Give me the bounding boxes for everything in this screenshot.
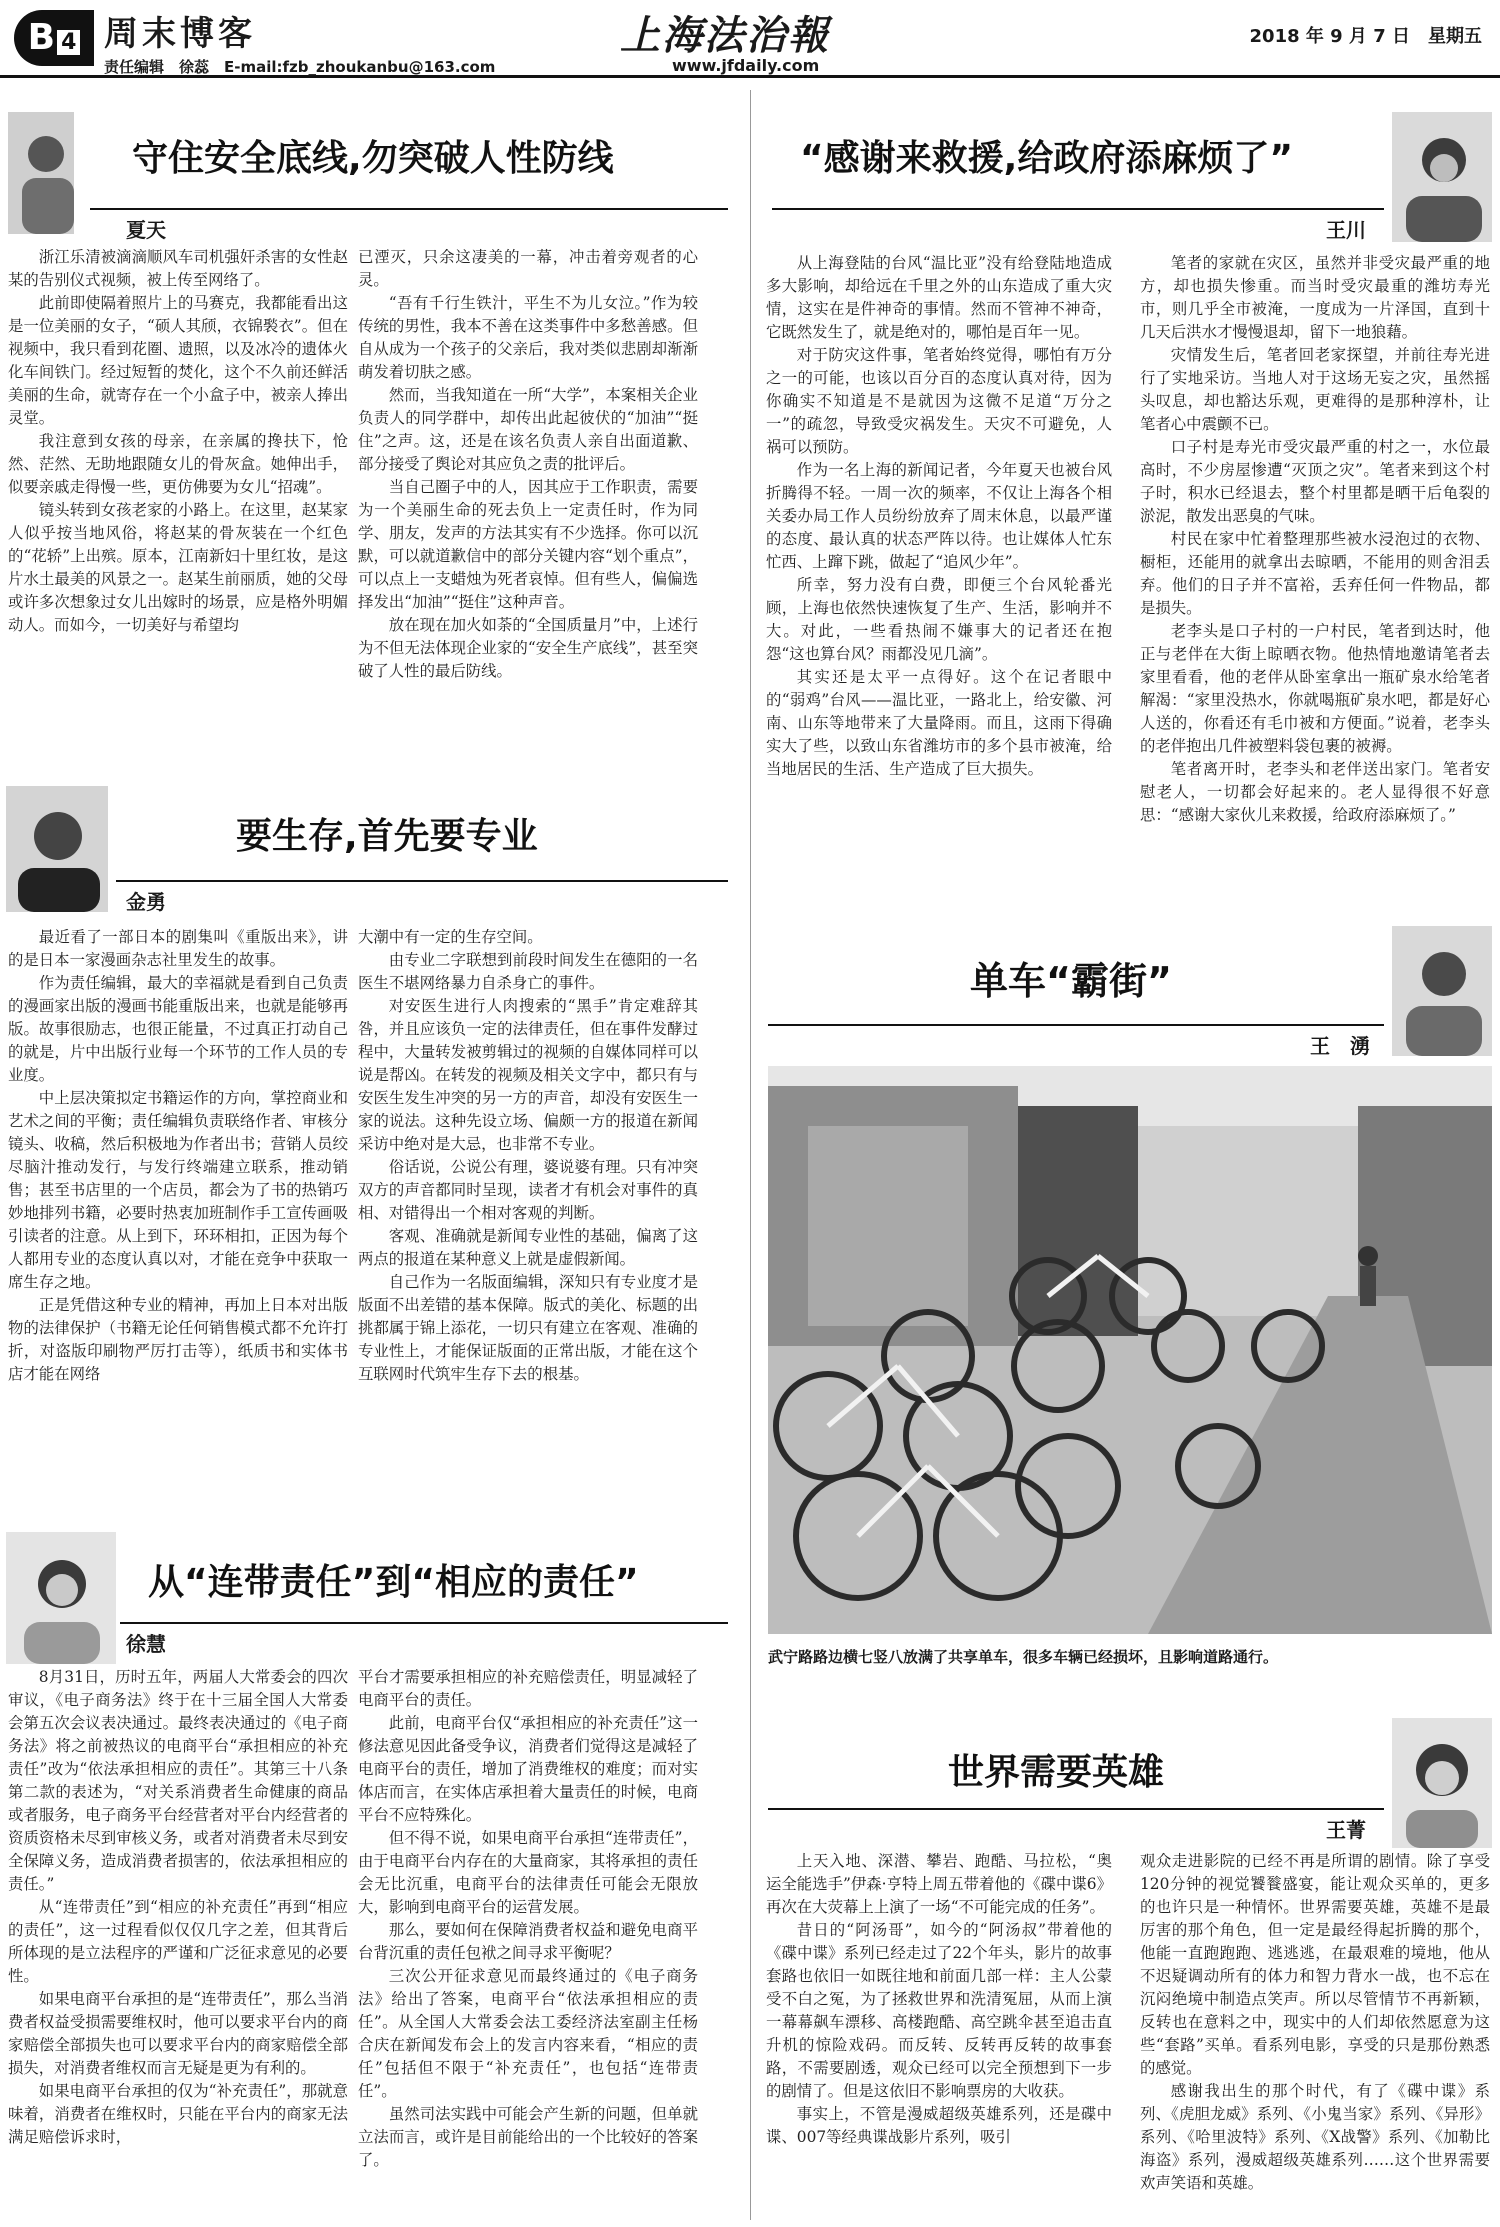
paragraph: 观众走进影院的已经不再是所谓的剧情。除了享受120分钟的视觉饕餮盛宴，能让观众买单的，更多的也许只是一种情怀。世界需要英雄，英雄不是最厉害的那个角色，但一定是最经得起折腾的那个，他能一直跑跑跑、逃逃逃，在最艰难的境地，他从不迟疑调动所有的体力和智力背水一战，也不忘在沉闷绝境中制造点笑声。所以尽管情节不再新颖，反转也在意料之中，现实中的人们却依然愿意为这些“套路”买单。看系列电影，享受的只是那份熟悉的感觉。	[1140, 1852, 1490, 2077]
article-column	[766, 252, 1112, 781]
paragraph: 此前，电商平台仅“承担相应的补充责任”这一修法意见因此备受争议，消费者们觉得这是减轻了电商平台的责任，增加了消费维权的难度；而对实体店而言，在实体店承担着大量责任的时候，电商平台不应特殊化。	[358, 1714, 698, 1824]
portrait-icon	[1392, 112, 1492, 242]
paragraph: 如果电商平台承担的仅为“补充责任”，那就意味着，消费者在维权时，只能在平台内的商家无法满足赔偿诉求时，	[8, 2082, 348, 2146]
portrait-icon	[6, 786, 108, 912]
portrait-icon	[1392, 926, 1492, 1056]
paragraph: 老李头是口子村的一户村民，笔者到达时，他正与老伴在大街上晾晒衣物。他热情地邀请笔者去家里看看，他的老伴从卧室拿出一瓶矿泉水给笔者解渴：“家里没热水，你就喝瓶矿泉水吧，都是好心人送的，你看还有毛巾被和方便面。”说着，老李头的老伴抱出几件被塑料袋包裹的被褥。	[1140, 622, 1490, 755]
paragraph: 已湮灭，只余这凄美的一幕，冲击着旁观者的心灵。	[358, 248, 698, 289]
article-column	[358, 926, 698, 1386]
website-link[interactable]: www.jfdaily.com	[672, 56, 820, 75]
article-column	[1140, 1850, 1490, 2195]
masthead	[0, 0, 1500, 78]
author-photo-wangyong	[1392, 926, 1492, 1056]
title-rule	[116, 880, 728, 882]
paragraph: 感谢我出生的那个时代，有了《碟中谍》系列、《虎胆龙威》系列、《小鬼当家》系列、《异形》系列、《哈里波特》系列、《X战警》系列、《加勒比海盗》系列，漫威超级英雄系列……这个世界需要欢声笑语和英雄。	[1140, 2082, 1490, 2192]
author-photo-xuhui	[6, 1532, 116, 1664]
page-number: 4	[57, 30, 80, 55]
article-author: 徐慧	[126, 1632, 166, 1656]
paragraph: 笔者的家就在灾区，虽然并非受灾最严重的地方，却也损失惨重。而当时受灾最重的潍坊寿光市，则几乎全市被淹，一度成为一片泽国，直到十几天后洪水才慢慢退却，留下一地狼藉。	[1140, 254, 1490, 341]
paragraph: 口子村是寿光市受灾最严重的村之一，水位最高时，不少房屋惨遭“灭顶之灾”。笔者来到这个村子时，积水已经退去，整个村里都是晒干后龟裂的淤泥，散发出恶臭的气味。	[1140, 438, 1490, 525]
paragraph: 自己作为一名版面编辑，深知只有专业度才是版面不出差错的基本保障。版式的美化、标题的出挑都属于锦上添花，一切只有建立在客观、准确的专业性上，才能保证版面的正常出版，才能在这个互联网时代筑牢生存下去的根基。	[358, 1273, 698, 1383]
paragraph: 村民在家中忙着整理那些被水浸泡过的衣物、橱柜，还能用的就拿出去晾晒，不能用的则舍泪丢弃。他们的日子并不富裕，丢弃任何一件物品，都是损失。	[1140, 530, 1490, 617]
article-column	[8, 246, 348, 637]
paragraph: 大潮中有一定的生存空间。	[358, 928, 543, 946]
paragraph: 正是凭借这种专业的精神，再加上日本对出版物的法律保护（书籍无论任何销售模式都不允许打折，对盗版印刷物严厉打击等），纸质书和实体书店才能在网络	[8, 1296, 348, 1383]
paragraph: 对安医生进行人肉搜索的“黑手”肯定难辞其咎，并且应该负一定的法律责任，但在事件发酵过程中，大量转发被剪辑过的视频的自媒体同样可以说是帮凶。在转发的视频及相关文字中，都只有与安医生发生冲突的另一方的声音，却没有安医生一家的说法。这种先设立场、偏颇一方的报道在新闻采访中绝对是大忌，也非常不专业。	[358, 997, 698, 1153]
paragraph: 三次公开征求意见而最终通过的《电子商务法》给出了答案，电商平台“依法承担相应的责任”。从全国人大常委会法工委经济法室副主任杨合庆在新闻发布会上的发言内容来看，“相应的责任”包括但不限于“补充责任”，也包括“连带责任”。	[358, 1967, 698, 2100]
article-title: 从“连带责任”到“相应的责任”	[148, 1562, 639, 1603]
paragraph: 那么，要如何在保障消费者权益和避免电商平台背沉重的责任包袱之间寻求平衡呢？	[358, 1921, 698, 1962]
page-letter: B	[27, 17, 56, 58]
photo-title: 单车“霸街”	[970, 959, 1172, 1003]
portrait-icon	[1392, 1718, 1492, 1848]
title-rule	[768, 1808, 1384, 1810]
author-photo-wangjing	[1392, 1718, 1492, 1848]
page-badge	[14, 10, 94, 66]
paragraph: 镜头转到女孩老家的小路上。在这里，赵某家人似乎按当地风俗，将赵某的骨灰装在一个红色的“花轿”上出殡。原本，江南新妇十里红妆，是这片水土最美的风景之一。赵某生前丽质，她的父母或许多次想象过女儿出嫁时的场景，应是格外明媚动人。而如今，一切美好与希望均	[8, 501, 348, 634]
article-author: 王川	[1326, 218, 1366, 242]
paragraph: 最近看了一部日本的剧集叫《重版出来》，讲的是日本一家漫画杂志社里发生的故事。	[8, 928, 348, 969]
article-author: 金勇	[126, 890, 166, 914]
paragraph: 但不得不说，如果电商平台承担“连带责任”，由于电商平台内存在的大量商家，其将承担的责任会无比沉重，电商平台的法律责任可能会无限放大，影响到电商平台的运营发展。	[358, 1829, 698, 1916]
photo-author: 王 湧	[1310, 1034, 1370, 1058]
paragraph: 平台才需要承担相应的补充赔偿责任，明显减轻了电商平台的责任。	[358, 1668, 698, 1709]
paragraph: 8月31日，历时五年，两届人大常委会的四次审议，《电子商务法》终于在十三届全国人大常委会第五次会议表决通过。最终表决通过的《电子商务法》将之前被热议的电商平台“承担相应的补充责任”改为“依法承担相应的责任”。其第三十八条第二款的表述为，“对关系消费者生命健康的商品或者服务，电子商务平台经营者对平台内经营者的资质资格未尽到审核义务，或者对消费者未尽到安全保障义务，造成消费者损害的，依法承担相应的责任。”	[8, 1668, 348, 1893]
paragraph: “吾有千行生铁汁，平生不为儿女泣。”作为较传统的男性，我本不善在这类事件中多愁善感。但自从成为一个孩子的父亲后，我对类似悲剧却渐渐萌发着切肤之感。	[358, 294, 698, 381]
paragraph: 所幸，努力没有白费，即便三个台风轮番光顾，上海也依然快速恢复了生产、生活，影响并不大。对此，一些看热闹不嫌事大的记者还在抱怨“这也算台风？雨都没见几滴”。	[766, 576, 1112, 663]
paragraph: 从“连带责任”到“相应的补充责任”再到“相应的责任”，这一过程看似仅仅几字之差，但其背后所体现的是立法程序的严谨和广泛征求意见的必要性。	[8, 1898, 348, 1985]
paragraph: 放在现在加火如荼的“全国质量月”中，上述行为不但无法体现企业家的“安全生产底线”，甚至突破了人性的最后防线。	[358, 616, 698, 680]
title-rule	[90, 208, 728, 210]
paragraph: 中上层决策拟定书籍运作的方向，掌控商业和艺术之间的平衡；责任编辑负责联络作者、审核分镜头、收稿，然后积极地为作者出书；营销人员绞尽脑汁推动发行，与发行终端建立联系，推动销售；甚至书店里的一个店员，都会为了书的热销巧妙地排列书籍，必要时热衷加班制作手工宣传画吸引读者的注意。从上到下，环环相扣，正因为每个人都用专业的态度认真以对，才能在竞争中获取一席生存之地。	[8, 1089, 348, 1291]
paragraph: 当自己圈子中的人，因其应于工作职责，需要为一个美丽生命的死去负上一定责任时，作为同学、朋友，发声的方法其实有不少选择。你可以沉默，可以就道歉信中的部分关键内容“划个重点”，可以点上一支蜡烛为死者哀悼。但有些人，偏偏选择发出“加油”“挺住”这种声音。	[358, 478, 698, 611]
paragraph: 由专业二字联想到前段时间发生在德阳的一名医生不堪网络暴力自杀身亡的事件。	[358, 951, 698, 992]
paragraph: 作为责任编辑，最大的幸福就是看到自己负责的漫画家出版的漫画书能重版出来，也就是能够再版。故事很励志，也很正能量，不过真正打动自己的就是，片中出版行业每一个环节的工作人员的专业度。	[8, 974, 348, 1084]
article-title: 要生存,首先要专业	[236, 816, 538, 857]
title-rule	[772, 208, 1384, 210]
paragraph: 其实还是太平一点得好。这个在记者眼中的“弱鸡”台风——温比亚，一路北上，给安徽、河南、山东等地带来了大量降雨。而且，这雨下得确实大了些，以致山东省潍坊市的多个县市被淹，给当地居民的生活、生产造成了巨大损失。	[766, 668, 1112, 778]
newspaper-logo: 上海法治報	[620, 12, 830, 59]
author-photo-wangchuan	[1392, 112, 1492, 242]
author-photo-jinyong	[6, 786, 108, 912]
paragraph: 昔日的“阿汤哥”，如今的“阿汤叔”带着他的《碟中谍》系列已经走过了22个年头，影片的故事套路也依旧一如既往地和前面几部一样：主人公蒙受不白之冤，为了拯救世界和洗清冤屈，从而上演一幕幕飙车漂移、高楼跑酷、高空跳伞甚至追击直升机的惊险戏码。而反转、反转再反转的故事套路，不需要剧透，观众已经可以完全预想到下一步的剧情了。但是这依旧不影响票房的大收获。	[766, 1921, 1112, 2100]
news-photo-bicycles	[768, 1066, 1492, 1634]
article-column	[766, 1850, 1112, 2149]
article-title: 世界需要英雄	[948, 1752, 1165, 1793]
paragraph: 对于防灾这件事，笔者始终觉得，哪怕有万分之一的可能，也该以百分百的态度认真对待，因为你确实不知道是不是就因为这微不足道“万分之一”的疏忽，导致受灾祸发生。天灾不可避免，人祸可以预防。	[766, 346, 1112, 456]
portrait-icon	[8, 112, 74, 234]
title-rule	[768, 1024, 1384, 1026]
center-divider	[750, 90, 751, 2220]
issue-date: 2018 年 9 月 7 日 星期五	[1249, 26, 1482, 47]
paragraph: 此前即使隔着照片上的马赛克，我都能看出这是一位美丽的女子，“硕人其颀，衣锦褧衣”。但在视频中，我只看到花圈、遗照，以及冰冷的遗体火化车间铁门。经过短暂的焚化，这个不久前还鲜活美丽的生命，就寄存在一个小盒子中，被亲人捧出灵堂。	[8, 294, 348, 427]
bicycle-photo-illustration	[768, 1066, 1492, 1634]
article-column	[8, 926, 348, 1386]
paragraph: 事实上，不管是漫威超级英雄系列，还是碟中谍、007等经典谍战影片系列，吸引	[766, 2105, 1112, 2146]
title-rule	[120, 1622, 728, 1624]
article-title: “感谢来救援,给政府添麻烦了”	[800, 138, 1293, 179]
paragraph: 从上海登陆的台风“温比亚”没有给登陆地造成多大影响，却给远在千里之外的山东造成了重大灾情，这实在是件神奇的事情。然而不管神不神奇，它既然发生了，就是绝对的，哪怕是百年一见。	[766, 254, 1112, 341]
paragraph: 如果电商平台承担的是“连带责任”，那么当消费者权益受损需要维权时，他可以要求平台内的商家赔偿全部损失也可以要求平台内的商家赔偿全部损失，对消费者维权而言无疑是更为有利的。	[8, 1990, 348, 2077]
author-photo-xiatian	[8, 112, 74, 234]
article-column	[358, 1666, 698, 2172]
portrait-icon	[6, 1532, 116, 1664]
paragraph: 虽然司法实践中可能会产生新的问题，但单就立法而言，或许是目前能给出的一个比较好的答案了。	[358, 2105, 698, 2169]
paragraph: 然而，当我知道在一所“大学”，本案相关企业负责人的同学群中，却传出此起彼伏的“加油”“挺住”之声。这，还是在该名负责人亲自出面道歉、部分接受了舆论对其应负之责的批评后。	[358, 386, 698, 473]
paragraph: 俗话说，公说公有理，婆说婆有理。只有冲突双方的声音都同时呈现，读者才有机会对事件的真相、对错得出一个相对客观的判断。	[358, 1158, 698, 1222]
paragraph: 作为一名上海的新闻记者，今年夏天也被台风折腾得不轻。一周一次的频率，不仅让上海各个相关委办局工作人员纷纷放弃了周末休息，以最严谨的态度、最认真的状态严阵以待。也让媒体人忙东忙西、上蹿下跳，做起了“追风少年”。	[766, 461, 1112, 571]
article-author: 王菁	[1326, 1818, 1366, 1842]
paragraph: 灾情发生后，笔者回老家探望，并前往寿光进行了实地采访。当地人对于这场无妄之灾，虽然摇头叹息，却也豁达乐观，更难得的是那种淳朴，让笔者心中震颤不已。	[1140, 346, 1490, 433]
article-column	[8, 1666, 348, 2149]
photo-caption: 武宁路路边横七竖八放满了共享单车，很多车辆已经损坏，且影响道路通行。	[768, 1648, 1279, 1666]
article-column	[358, 246, 698, 683]
paragraph: 笔者离开时，老李头和老伴送出家门。笔者安慰老人，一切都会好起来的。老人显得很不好意思：“感谢大家伙儿来救援，给政府添麻烦了。”	[1140, 760, 1490, 824]
article-column	[1140, 252, 1490, 827]
paragraph: 我注意到女孩的母亲，在亲属的搀扶下，怆然、茫然、无助地跟随女儿的骨灰盒。她伸出手，似要亲戚走得慢一些，更仿佛要为女儿“招魂”。	[8, 432, 348, 496]
paragraph: 客观、准确就是新闻专业性的基础，偏离了这两点的报道在某种意义上就是虚假新闻。	[358, 1227, 698, 1268]
section-title: 周末博客	[104, 14, 256, 54]
paragraph: 浙江乐清被滴滴顺风车司机强奸杀害的女性赵某的告别仪式视频，被上传至网络了。	[8, 248, 348, 289]
editor-line: 责任编辑 徐蕊 E-mail:fzb_zhoukanbu@163.com	[104, 58, 496, 76]
article-title: 守住安全底线,勿突破人性防线	[132, 138, 614, 179]
article-author: 夏天	[126, 218, 166, 242]
paragraph: 上天入地、深潜、攀岩、跑酷、马拉松，“奥运全能选手”伊森·亨特上周五带着他的《碟中谍6》再次在大荧幕上上演了一场“不可能完成的任务”。	[766, 1852, 1112, 1916]
